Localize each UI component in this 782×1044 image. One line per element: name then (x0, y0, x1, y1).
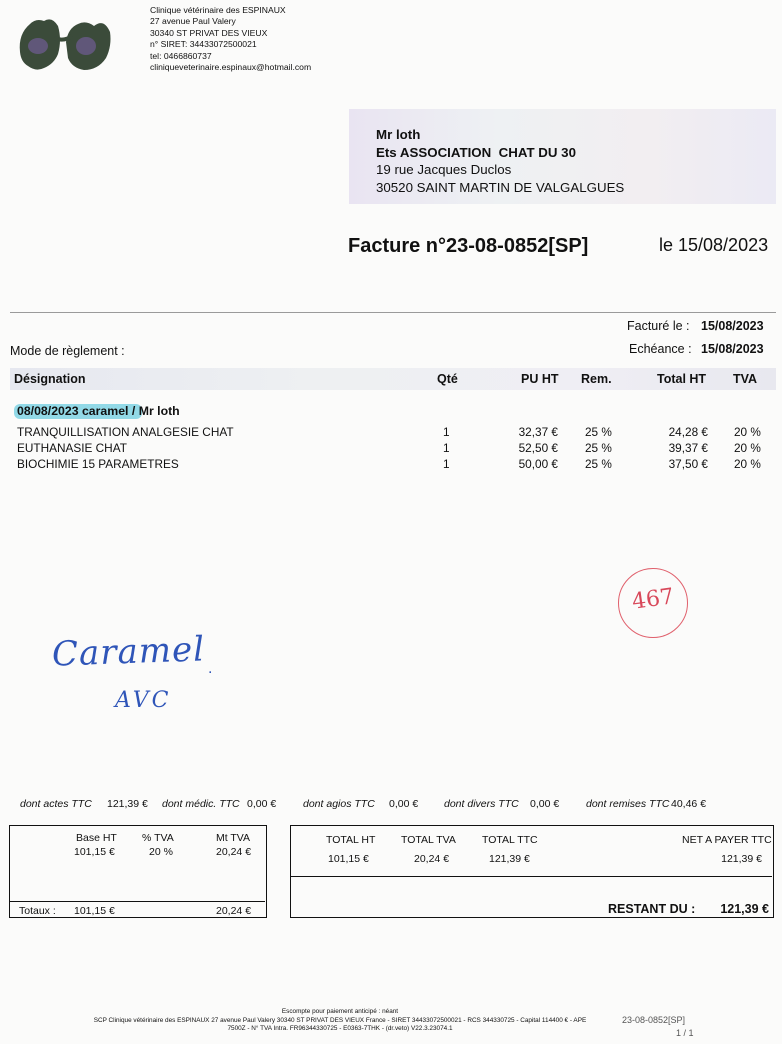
misc-label: dont divers TTC (444, 798, 519, 810)
row-qty: 1 (443, 425, 450, 439)
vat-totals-divider (9, 901, 265, 902)
client-street: 19 rue Jacques Duclos (376, 162, 512, 177)
header-unit-price: PU HT (521, 372, 559, 386)
clinic-name: Clinique vétérinaire des ESPINAUX (150, 5, 286, 15)
clinic-siret: n° SIRET: 34433072500021 (150, 39, 257, 50)
agios-value: 0,00 € (389, 798, 419, 810)
due-label: Echéance : (629, 342, 692, 356)
row-discount: 25 % (585, 441, 612, 455)
row-unit-price: 32,37 € (518, 425, 558, 439)
remaining-label: RESTANT DU : (608, 902, 696, 916)
billed-label: Facturé le : (627, 319, 690, 333)
client-name: Mr loth (376, 127, 421, 142)
handwritten-name: Caramel (51, 629, 206, 675)
row-discount: 25 % (585, 425, 612, 439)
vat-totals-label: Totaux : (19, 905, 56, 917)
discounts-label: dont remises TTC (586, 798, 670, 810)
client-address (376, 126, 624, 196)
billed-value: 15/08/2023 (701, 319, 764, 333)
total-ht-label: TOTAL HT (326, 834, 376, 846)
header-designation: Désignation (14, 372, 86, 386)
misc-value: 0,00 € (530, 798, 560, 810)
patient-line (17, 404, 180, 418)
invoice-title: Facture n°23-08-0852[SP] (348, 235, 589, 257)
footer-invoice-ref: 23-08-0852[SP] (622, 1015, 686, 1025)
clinic-info (150, 5, 311, 73)
row-total: 39,37 € (668, 441, 708, 455)
clinic-address-1: 27 avenue Paul Valery (150, 16, 236, 27)
clinic-tel: tel: 0466860737 (150, 50, 212, 61)
meds-label: dont médic. TTC (162, 798, 240, 810)
footer-line-3: 7500Z - N° TVA Intra. FR96344330725 - E0363-7THK - (dr.veto) V22.3.23074.1 (227, 1025, 453, 1033)
agios-label: dont agios TTC (303, 798, 375, 810)
total-tva-label: TOTAL TVA (401, 834, 456, 846)
client-company: Ets ASSOCIATION CHAT DU 30 (376, 144, 576, 160)
acts-label: dont actes TTC (20, 798, 92, 810)
header-total: Total HT (657, 372, 707, 386)
row-total: 24,28 € (668, 425, 708, 439)
row-qty: 1 (443, 441, 450, 455)
totals-divider (290, 876, 772, 877)
row-designation: BIOCHIMIE 15 PARAMETRES (17, 457, 179, 471)
acts-value: 121,39 € (107, 798, 148, 810)
client-city: 30520 SAINT MARTIN DE VALGALGUES (376, 179, 625, 195)
vat-totals-base: 101,15 € (74, 905, 115, 917)
payment-mode-label: Mode de règlement : (10, 344, 125, 358)
invoice-date: le 15/08/2023 (659, 235, 769, 255)
row-vat: 20 % (734, 457, 761, 471)
total-tva-value: 20,24 € (414, 853, 450, 865)
clinic-email: cliniqueveterinaire.espinaux@hotmail.com (150, 62, 312, 73)
row-total: 37,50 € (668, 457, 708, 471)
vat-base-value: 101,15 € (74, 846, 115, 858)
row-vat: 20 % (734, 425, 761, 439)
discounts-value: 40,46 € (671, 798, 707, 810)
patient-owner: / Mr loth (131, 404, 180, 418)
patient-date: 08/08/2023 caramel (17, 404, 129, 418)
total-ttc-label: TOTAL TTC (482, 834, 538, 846)
vat-amount-label: Mt TVA (216, 832, 251, 844)
header-qty: Qté (437, 372, 458, 386)
handwritten-note: AVC (115, 688, 172, 713)
row-designation: TRANQUILLISATION ANALGESIE CHAT (17, 425, 234, 439)
row-designation: EUTHANASIE CHAT (17, 441, 127, 455)
divider (10, 312, 776, 313)
row-qty: 1 (443, 457, 450, 471)
vat-totals-amount: 20,24 € (216, 905, 252, 917)
total-ht-value: 101,15 € (328, 853, 369, 865)
stamp-number-circle (618, 568, 688, 638)
header-discount: Rem. (581, 372, 612, 386)
stamp-number: 467 (630, 584, 676, 615)
footer-line-2: SCP Clinique vétérinaire des ESPINAUX 27 avenue Paul Valery 30340 ST PRIVAT DES VIEUX France - SIRET 34433072500021 - RCS 344330725 - Capital 114400 € - APE (93, 1016, 587, 1024)
footer-line-1: Escompte pour paiement anticipé : néant (281, 1008, 399, 1015)
vat-amount-value: 20,24 € (216, 846, 252, 858)
vat-base-label: Base HT (76, 832, 117, 844)
row-unit-price: 50,00 € (518, 457, 558, 471)
footer-page-number: 1 / 1 (676, 1028, 694, 1038)
total-ttc-value: 121,39 € (489, 853, 530, 865)
clinic-address-2: 30340 ST PRIVAT DES VIEUX (150, 27, 268, 38)
clinic-logo (14, 12, 114, 72)
row-unit-price: 52,50 € (518, 441, 558, 455)
meds-value: 0,00 € (247, 798, 277, 810)
due-value: 15/08/2023 (701, 342, 764, 356)
remaining-value: 121,39 € (720, 902, 769, 916)
row-discount: 25 % (585, 457, 612, 471)
header-vat: TVA (733, 372, 758, 386)
net-to-pay-label: NET A PAYER TTC (682, 834, 772, 846)
row-vat: 20 % (734, 441, 761, 455)
footer-legal (80, 1008, 600, 1034)
net-to-pay-value: 121,39 € (721, 853, 762, 865)
handwritten-dot: . (208, 660, 213, 677)
vat-rate-label: % TVA (142, 832, 174, 844)
vat-rate-value: 20 % (149, 846, 173, 858)
